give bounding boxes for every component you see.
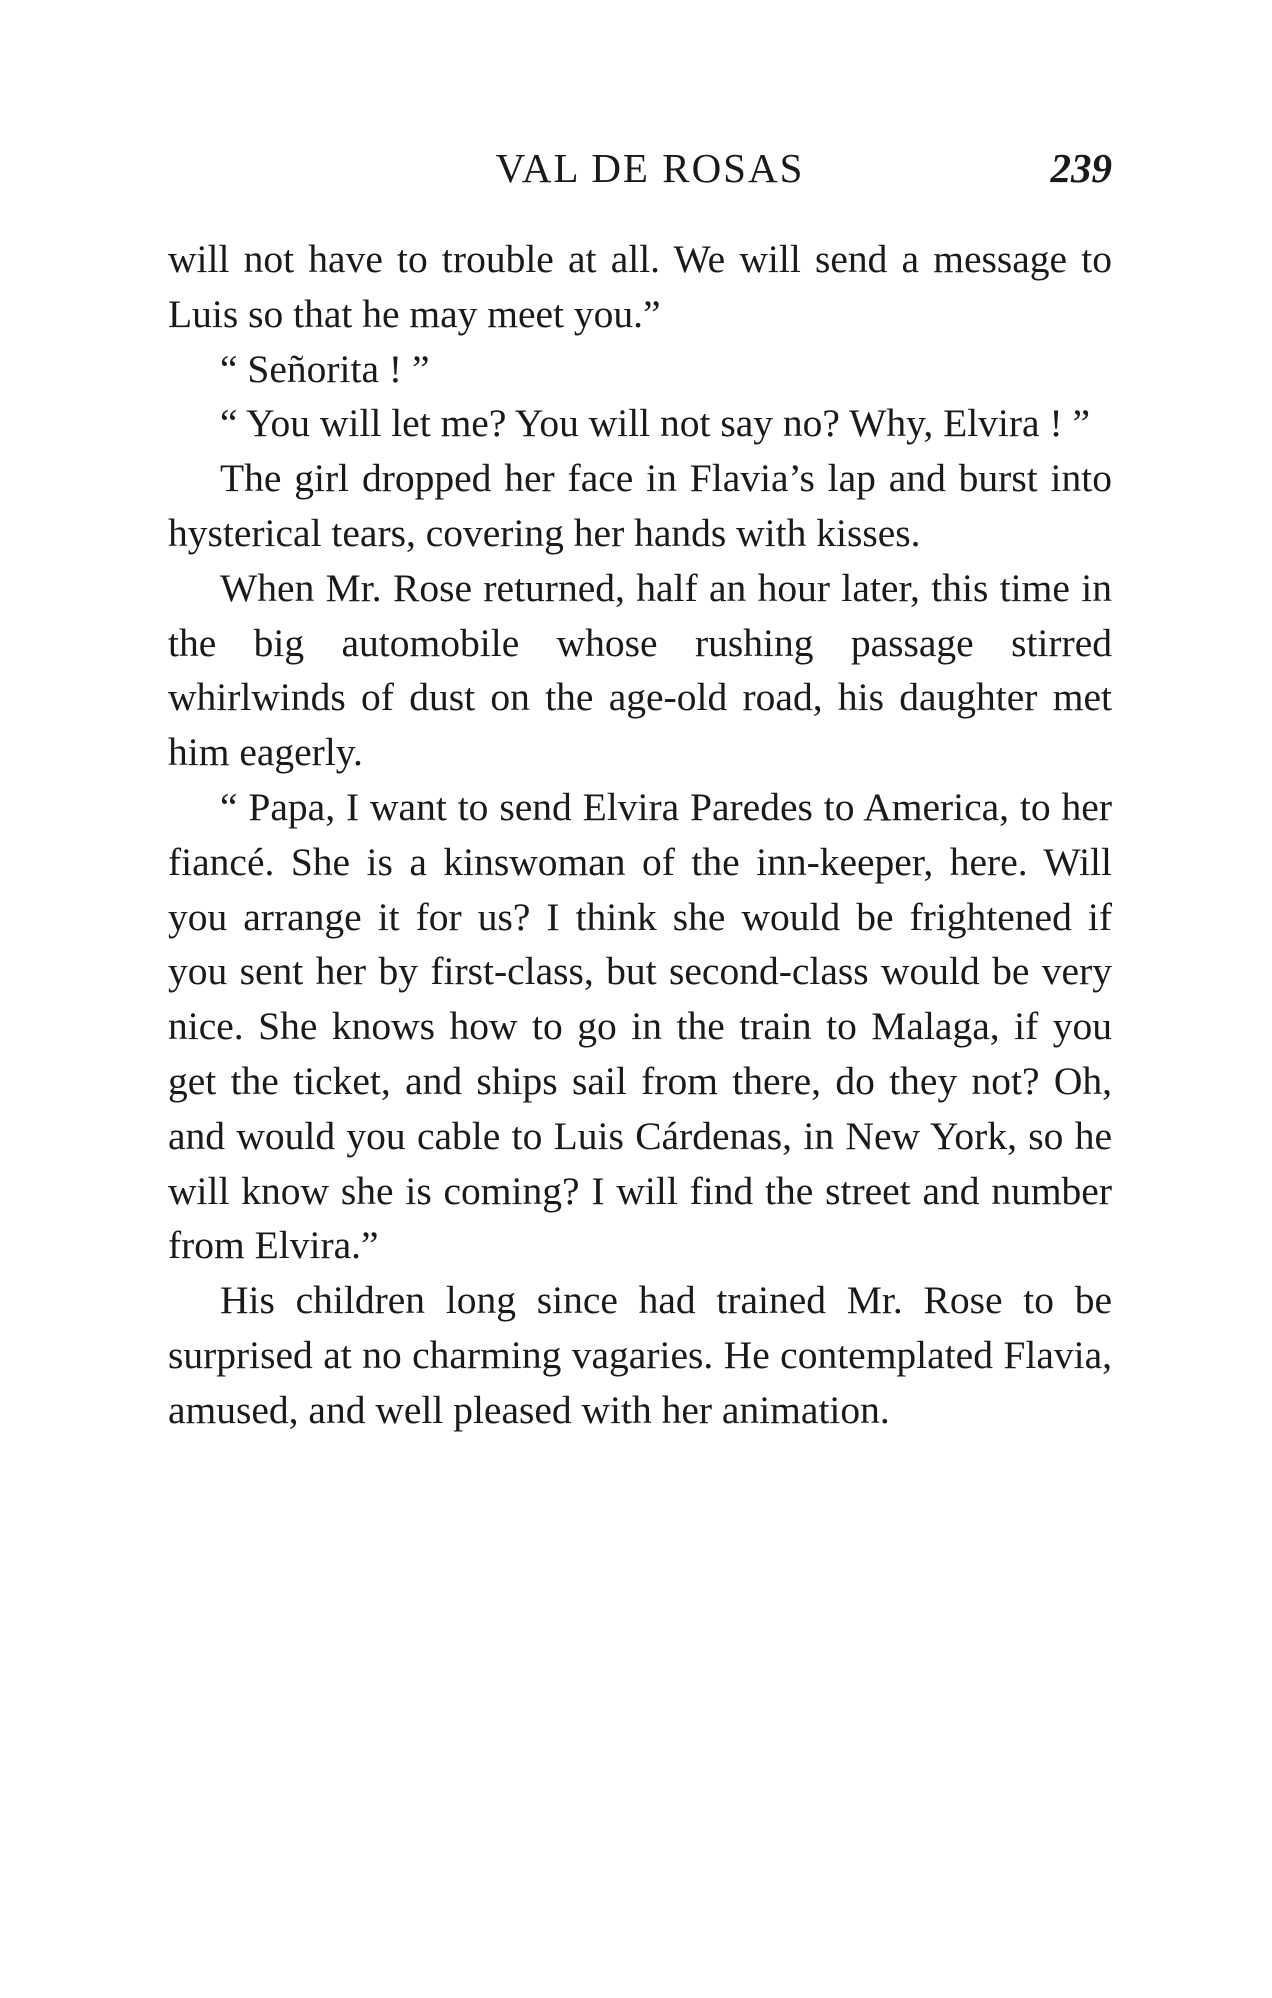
paragraph: “ Papa, I want to send Elvira Paredes to America, to her fiancé. She is a kinswoman of the inn-keeper, here. Will you arrange it for us? I think she would be frightened if you sent her by first-class, but second-class would be very nice. She knows how to go in the train to Malaga, if you get the ticket, and ships sail from there, do they not? Oh, and would you cable to Luis Cárdenas, in New York, so he will know she is coming? I will find the street and number from Elvira.” — [168, 784, 1112, 1268]
running-head — [168, 138, 1112, 198]
paragraph: The girl dropped her face in Flavia’s lap and burst into hysterical tears, covering her hands with kisses. — [168, 456, 1112, 555]
paragraph: “ Señorita ! ” — [220, 346, 430, 391]
paragraph: When Mr. Rose returned, half an hour later, this time in the big automobile whose rushing passage stirred whirlwinds of dust on the age-old road, his daughter met him eagerly. — [168, 565, 1112, 775]
paragraph: “ You will let me? You will not say no? Why, Elvira ! ” — [220, 401, 1091, 446]
body-text — [168, 232, 1112, 1438]
page-number: 239 — [1050, 145, 1112, 191]
paragraph-continued: will not have to trouble at all. We will send a message to Luis so that he may meet you.” — [168, 237, 1112, 336]
paragraph: His children long since had trained Mr. Rose to be surprised at no charming vagaries. He contemplated Flavia, amused, and well pleased with her animation. — [168, 1278, 1112, 1432]
running-title: VAL DE ROSAS — [495, 145, 805, 191]
